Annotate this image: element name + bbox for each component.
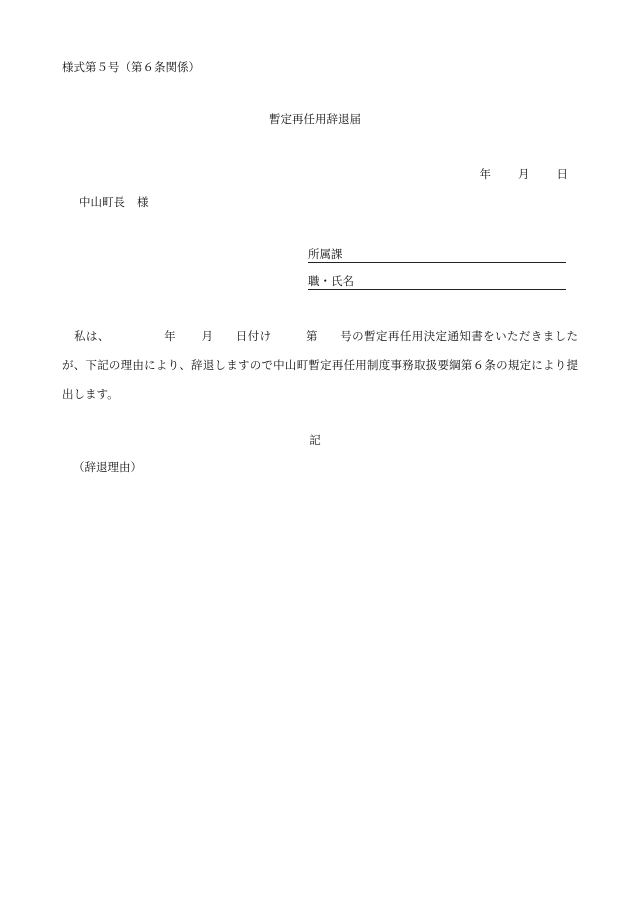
date-day-label: 日 (556, 167, 568, 181)
addressee-honorific: 様 (137, 195, 149, 209)
body-rest: 号の暫定再任用決定通知書をいただきましたが、下記の理由により、辞退しますので中山町暫定再任用制度事務取扱要綱第６条の規定により提出します。 (62, 329, 579, 401)
date-year-label: 年 (479, 167, 491, 181)
ki-heading: 記 (309, 433, 321, 447)
reason-heading: （辞退理由） (73, 460, 142, 474)
document-title: 暫定再任用辞退届 (269, 112, 361, 126)
body-month: 月 (201, 329, 214, 343)
body-number-prefix: 第 (305, 329, 318, 343)
addressee-name: 中山町長 (79, 195, 125, 209)
body-lead: 私は、 (74, 329, 110, 343)
declaration-body (62, 322, 578, 409)
department-field (308, 246, 566, 263)
position-name-field (308, 273, 566, 290)
form-number: 様式第５号（第６条関係） (62, 60, 200, 74)
date-month-label: 月 (518, 167, 530, 181)
department-label: 所属課 (308, 247, 343, 261)
date-line (480, 166, 569, 182)
addressee (79, 194, 149, 210)
body-day: 日付け (235, 329, 272, 343)
position-name-label: 職・氏名 (308, 274, 354, 288)
body-year: 年 (163, 329, 177, 343)
